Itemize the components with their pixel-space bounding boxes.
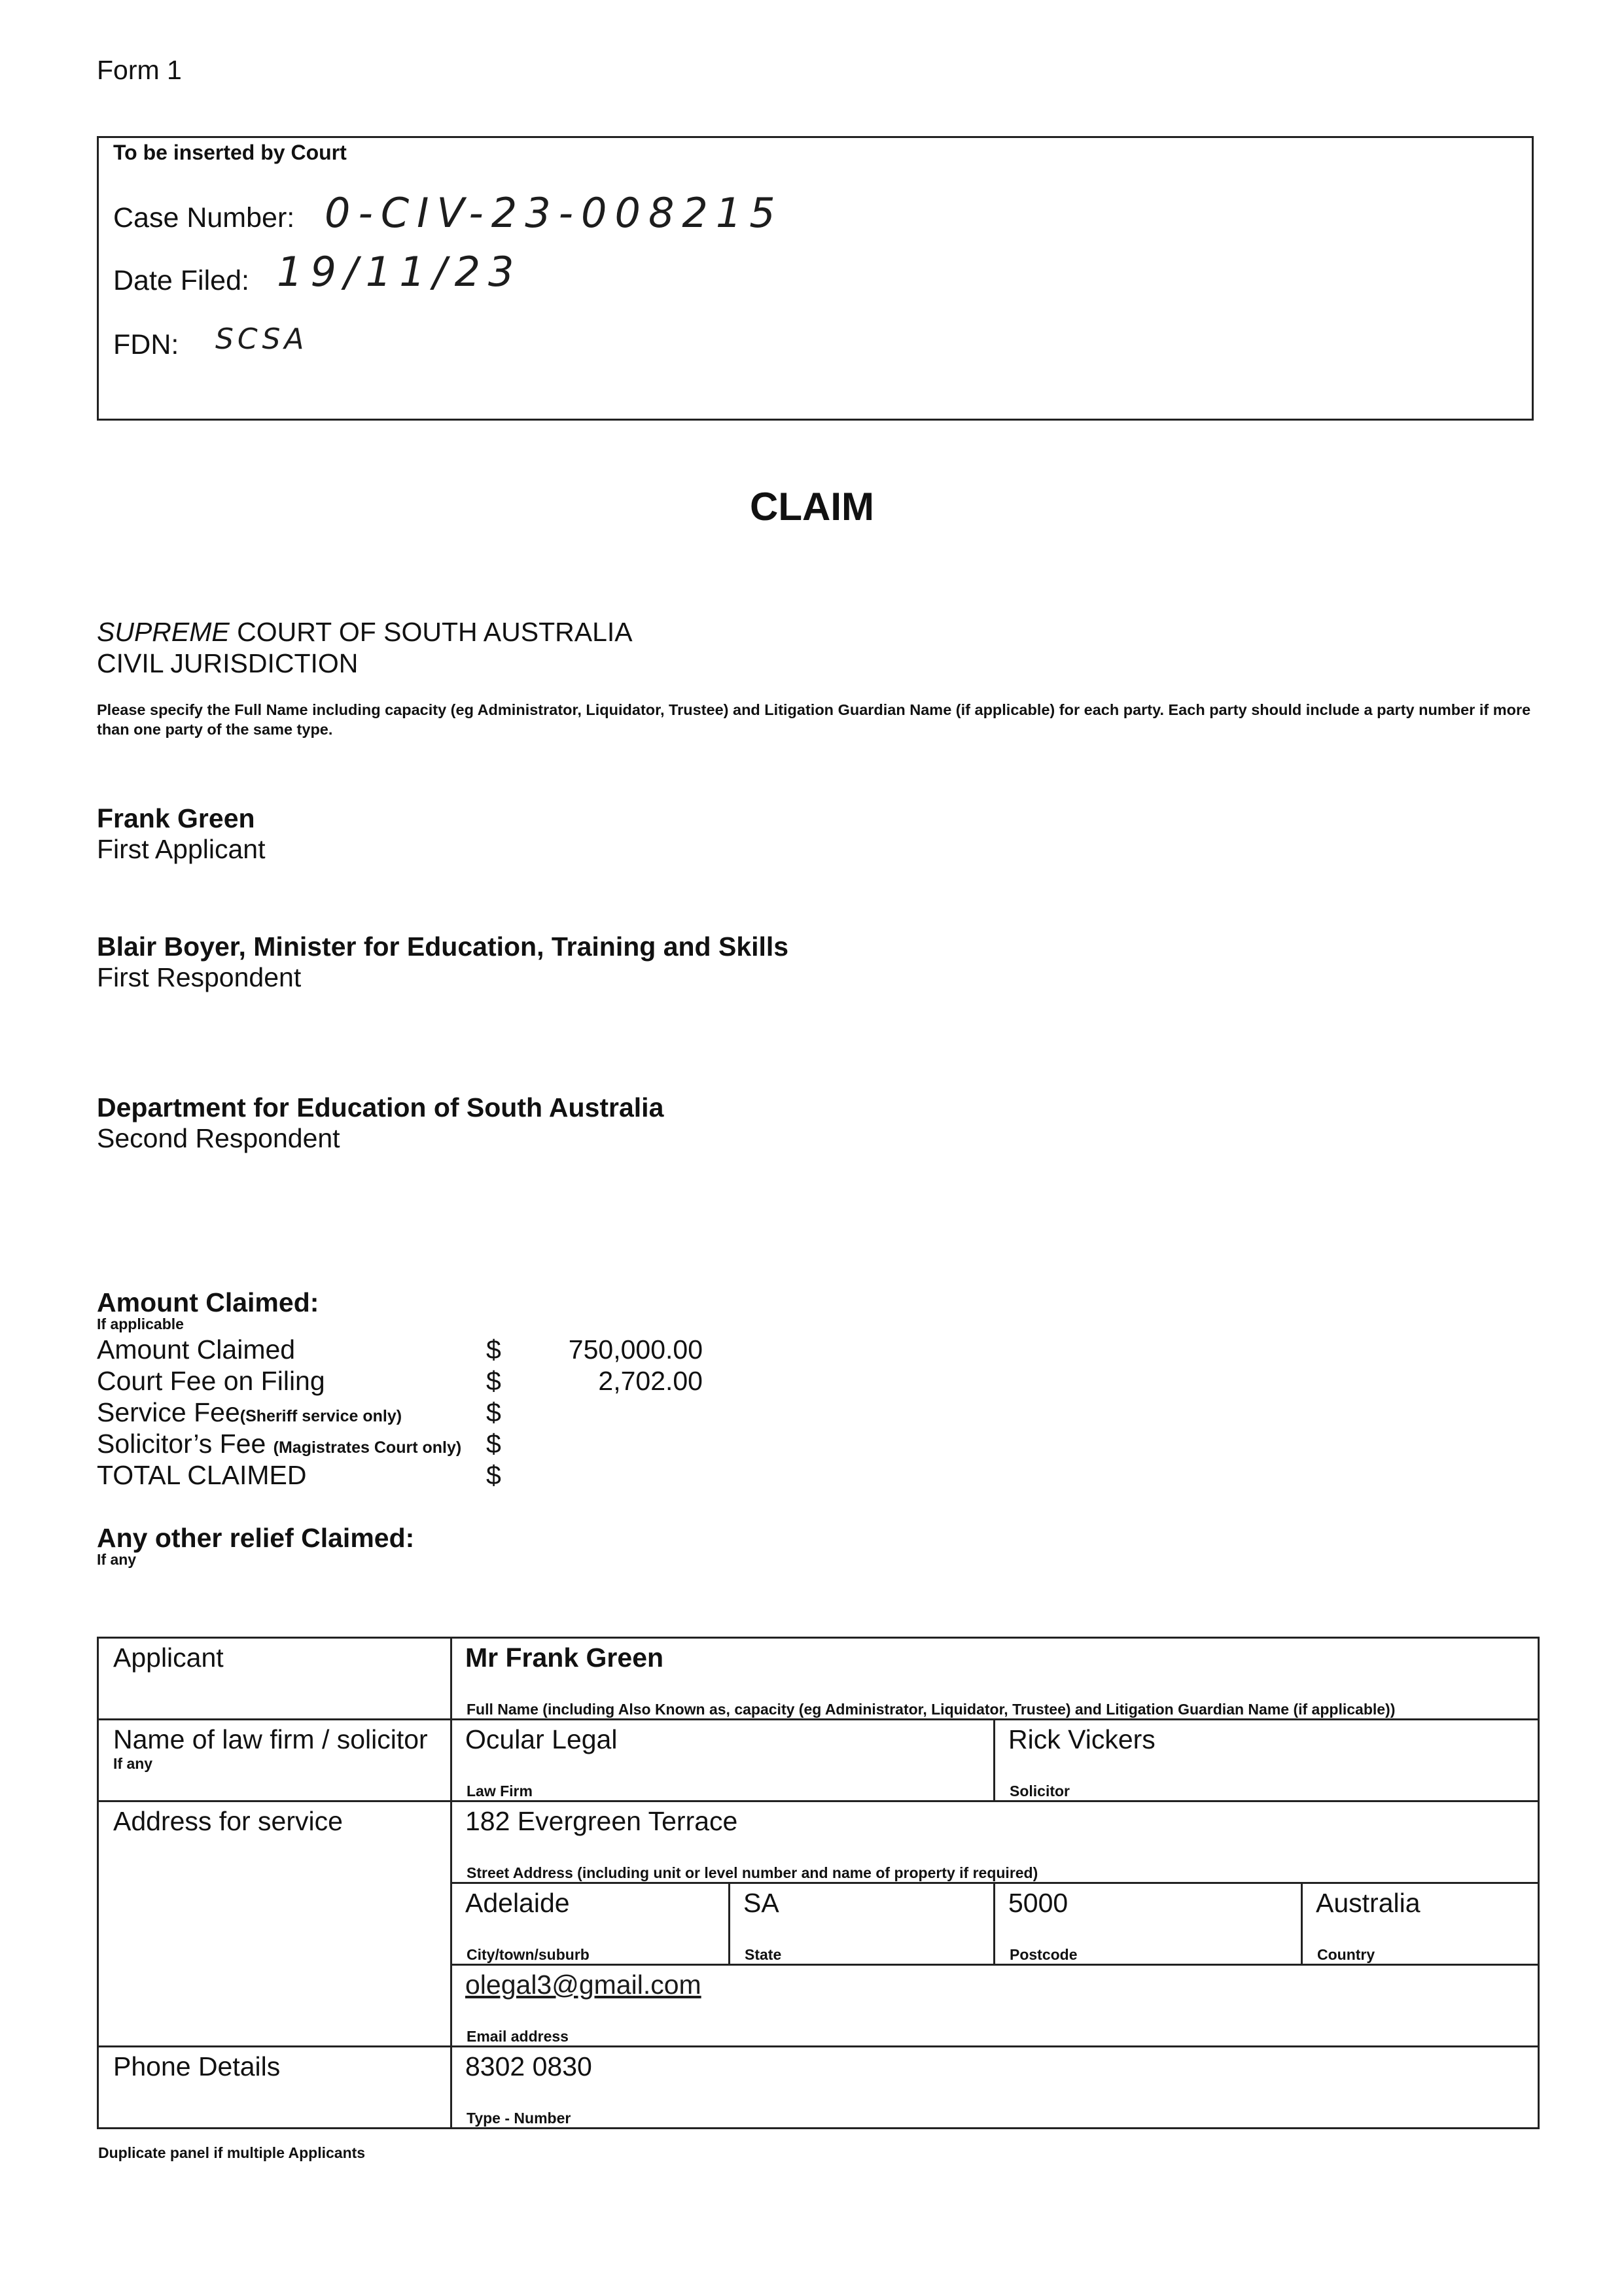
- party-name: Department for Education of South Australia: [97, 1092, 664, 1122]
- form-label: Form 1: [97, 55, 182, 85]
- applicant-name: Mr Frank Green: [465, 1643, 664, 1673]
- date-filed-handwritten: 19/11/23: [277, 248, 522, 296]
- amount-row-label: TOTAL CLAIMED: [97, 1460, 307, 1490]
- party-name: Blair Boyer, Minister for Education, Training and Skills: [97, 931, 789, 962]
- phone-caption: Type - Number: [467, 2110, 571, 2127]
- applicant-name-caption: Full Name (including Also Known as, capacity (eg Administrator, Liquidator, Trustee) and Litigation Guardian Name (if applicable)): [467, 1701, 1396, 1718]
- email-link[interactable]: olegal3@gmail.com: [465, 1970, 701, 2000]
- amount-row-label: Amount Claimed: [97, 1334, 296, 1365]
- state-caption: State: [745, 1946, 782, 1963]
- currency-symbol: $: [486, 1429, 501, 1459]
- country-caption: Country: [1317, 1946, 1375, 1963]
- street-caption: Street Address (including unit or level number and name of property if required): [467, 1864, 1038, 1881]
- amount-row-service-fee: [97, 1397, 725, 1429]
- court-use-box: [97, 136, 1534, 421]
- state: SA: [743, 1888, 779, 1918]
- party-1: [97, 803, 266, 865]
- applicant-name-cell: [451, 1638, 1539, 1720]
- currency-symbol: $: [486, 1334, 501, 1365]
- solicitor-name: Rick Vickers: [1008, 1724, 1156, 1754]
- city-cell: [451, 1883, 730, 1965]
- amount-row-claimed: [97, 1334, 725, 1366]
- relief-note: If any: [97, 1551, 137, 1568]
- court-name-rest: COURT OF SOUTH AUSTRALIA: [229, 617, 633, 647]
- email-cell: [451, 1965, 1539, 2047]
- party-role: First Applicant: [97, 834, 266, 864]
- party-name: Frank Green: [97, 803, 255, 833]
- fdn-handwritten: SCSA: [215, 322, 308, 356]
- party-instructions: Please specify the Full Name including capacity (eg Administrator, Liquidator, Trustee) and Litigation Guardian Name (if applicable) for each party. Each party should include a party number if more than one party of the same type.: [97, 701, 1531, 738]
- street-address: 182 Evergreen Terrace: [465, 1806, 738, 1836]
- phone-cell: [451, 2047, 1539, 2129]
- amount-row-label: Solicitor’s Fee: [97, 1429, 274, 1459]
- postcode: 5000: [1008, 1888, 1068, 1918]
- amount-row-value: 750,000.00: [568, 1334, 703, 1365]
- law-firm-label-cell: [98, 1720, 451, 1801]
- city-caption: City/town/suburb: [467, 1946, 590, 1963]
- amount-row-court-fee: [97, 1366, 725, 1397]
- currency-symbol: $: [486, 1366, 501, 1396]
- phone-label-cell: [98, 2047, 451, 2129]
- amount-row-value: 2,702.00: [598, 1366, 703, 1396]
- relief-heading-text: Any other relief Claimed:: [97, 1523, 415, 1553]
- court-jurisdiction: CIVIL JURISDICTION: [97, 648, 359, 678]
- amount-claimed-heading: [97, 1287, 319, 1333]
- duplicate-panel-note: Duplicate panel if multiple Applicants: [98, 2144, 366, 2161]
- postcode-caption: Postcode: [1010, 1946, 1078, 1963]
- case-number-handwritten: 0-CIV-23-008215: [325, 189, 783, 237]
- email-caption: Email address: [467, 2028, 569, 2045]
- law-firm-label: Name of law firm / solicitor: [113, 1724, 428, 1754]
- amount-row-total: [97, 1460, 725, 1491]
- party-role: Second Respondent: [97, 1123, 340, 1153]
- currency-symbol: $: [486, 1460, 501, 1490]
- postcode-cell: [995, 1883, 1302, 1965]
- currency-symbol: $: [486, 1397, 501, 1427]
- street-row: [98, 1801, 1539, 1883]
- court-box-header: To be inserted by Court: [113, 141, 347, 164]
- law-firm-cell: [451, 1720, 995, 1801]
- amount-row-solicitor-fee: [97, 1429, 725, 1460]
- party-2: [97, 931, 788, 993]
- law-firm-note: If any: [113, 1755, 153, 1772]
- law-firm-name: Ocular Legal: [465, 1724, 618, 1754]
- fdn-label: FDN:: [113, 329, 179, 360]
- case-number-label: Case Number:: [113, 202, 295, 234]
- page-title: CLAIM: [750, 485, 874, 529]
- solicitor-cell: [995, 1720, 1539, 1801]
- other-relief-heading: [97, 1523, 414, 1569]
- amount-row-label: Service Fee: [97, 1397, 240, 1427]
- country-cell: [1302, 1883, 1539, 1965]
- applicant-label: Applicant: [113, 1643, 224, 1673]
- state-cell: [730, 1883, 995, 1965]
- address-label: Address for service: [113, 1806, 343, 1836]
- law-firm-row: [98, 1720, 1539, 1801]
- phone-number: 8302 0830: [465, 2051, 592, 2081]
- street-cell: [451, 1801, 1539, 1883]
- applicant-label-cell: [98, 1638, 451, 1720]
- solicitor-caption: Solicitor: [1010, 1783, 1070, 1800]
- phone-row: [98, 2047, 1539, 2129]
- law-firm-caption: Law Firm: [467, 1783, 533, 1800]
- amount-row-note: (Sheriff service only): [239, 1407, 402, 1425]
- applicant-panel: [97, 1637, 1540, 2129]
- phone-label: Phone Details: [113, 2051, 281, 2081]
- city: Adelaide: [465, 1888, 570, 1918]
- applicant-row: [98, 1638, 1539, 1720]
- date-filed-label: Date Filed:: [113, 265, 249, 296]
- amount-note: If applicable: [97, 1315, 184, 1332]
- address-label-cell: [98, 1801, 451, 2047]
- court-name-italic: SUPREME: [97, 617, 230, 647]
- amount-heading-text: Amount Claimed:: [97, 1287, 319, 1317]
- country: Australia: [1316, 1888, 1421, 1918]
- amount-row-label: Court Fee on Filing: [97, 1366, 325, 1396]
- party-3: [97, 1092, 663, 1154]
- amount-row-note: (Magistrates Court only): [273, 1438, 462, 1457]
- party-role: First Respondent: [97, 962, 302, 992]
- court-name: [97, 616, 633, 679]
